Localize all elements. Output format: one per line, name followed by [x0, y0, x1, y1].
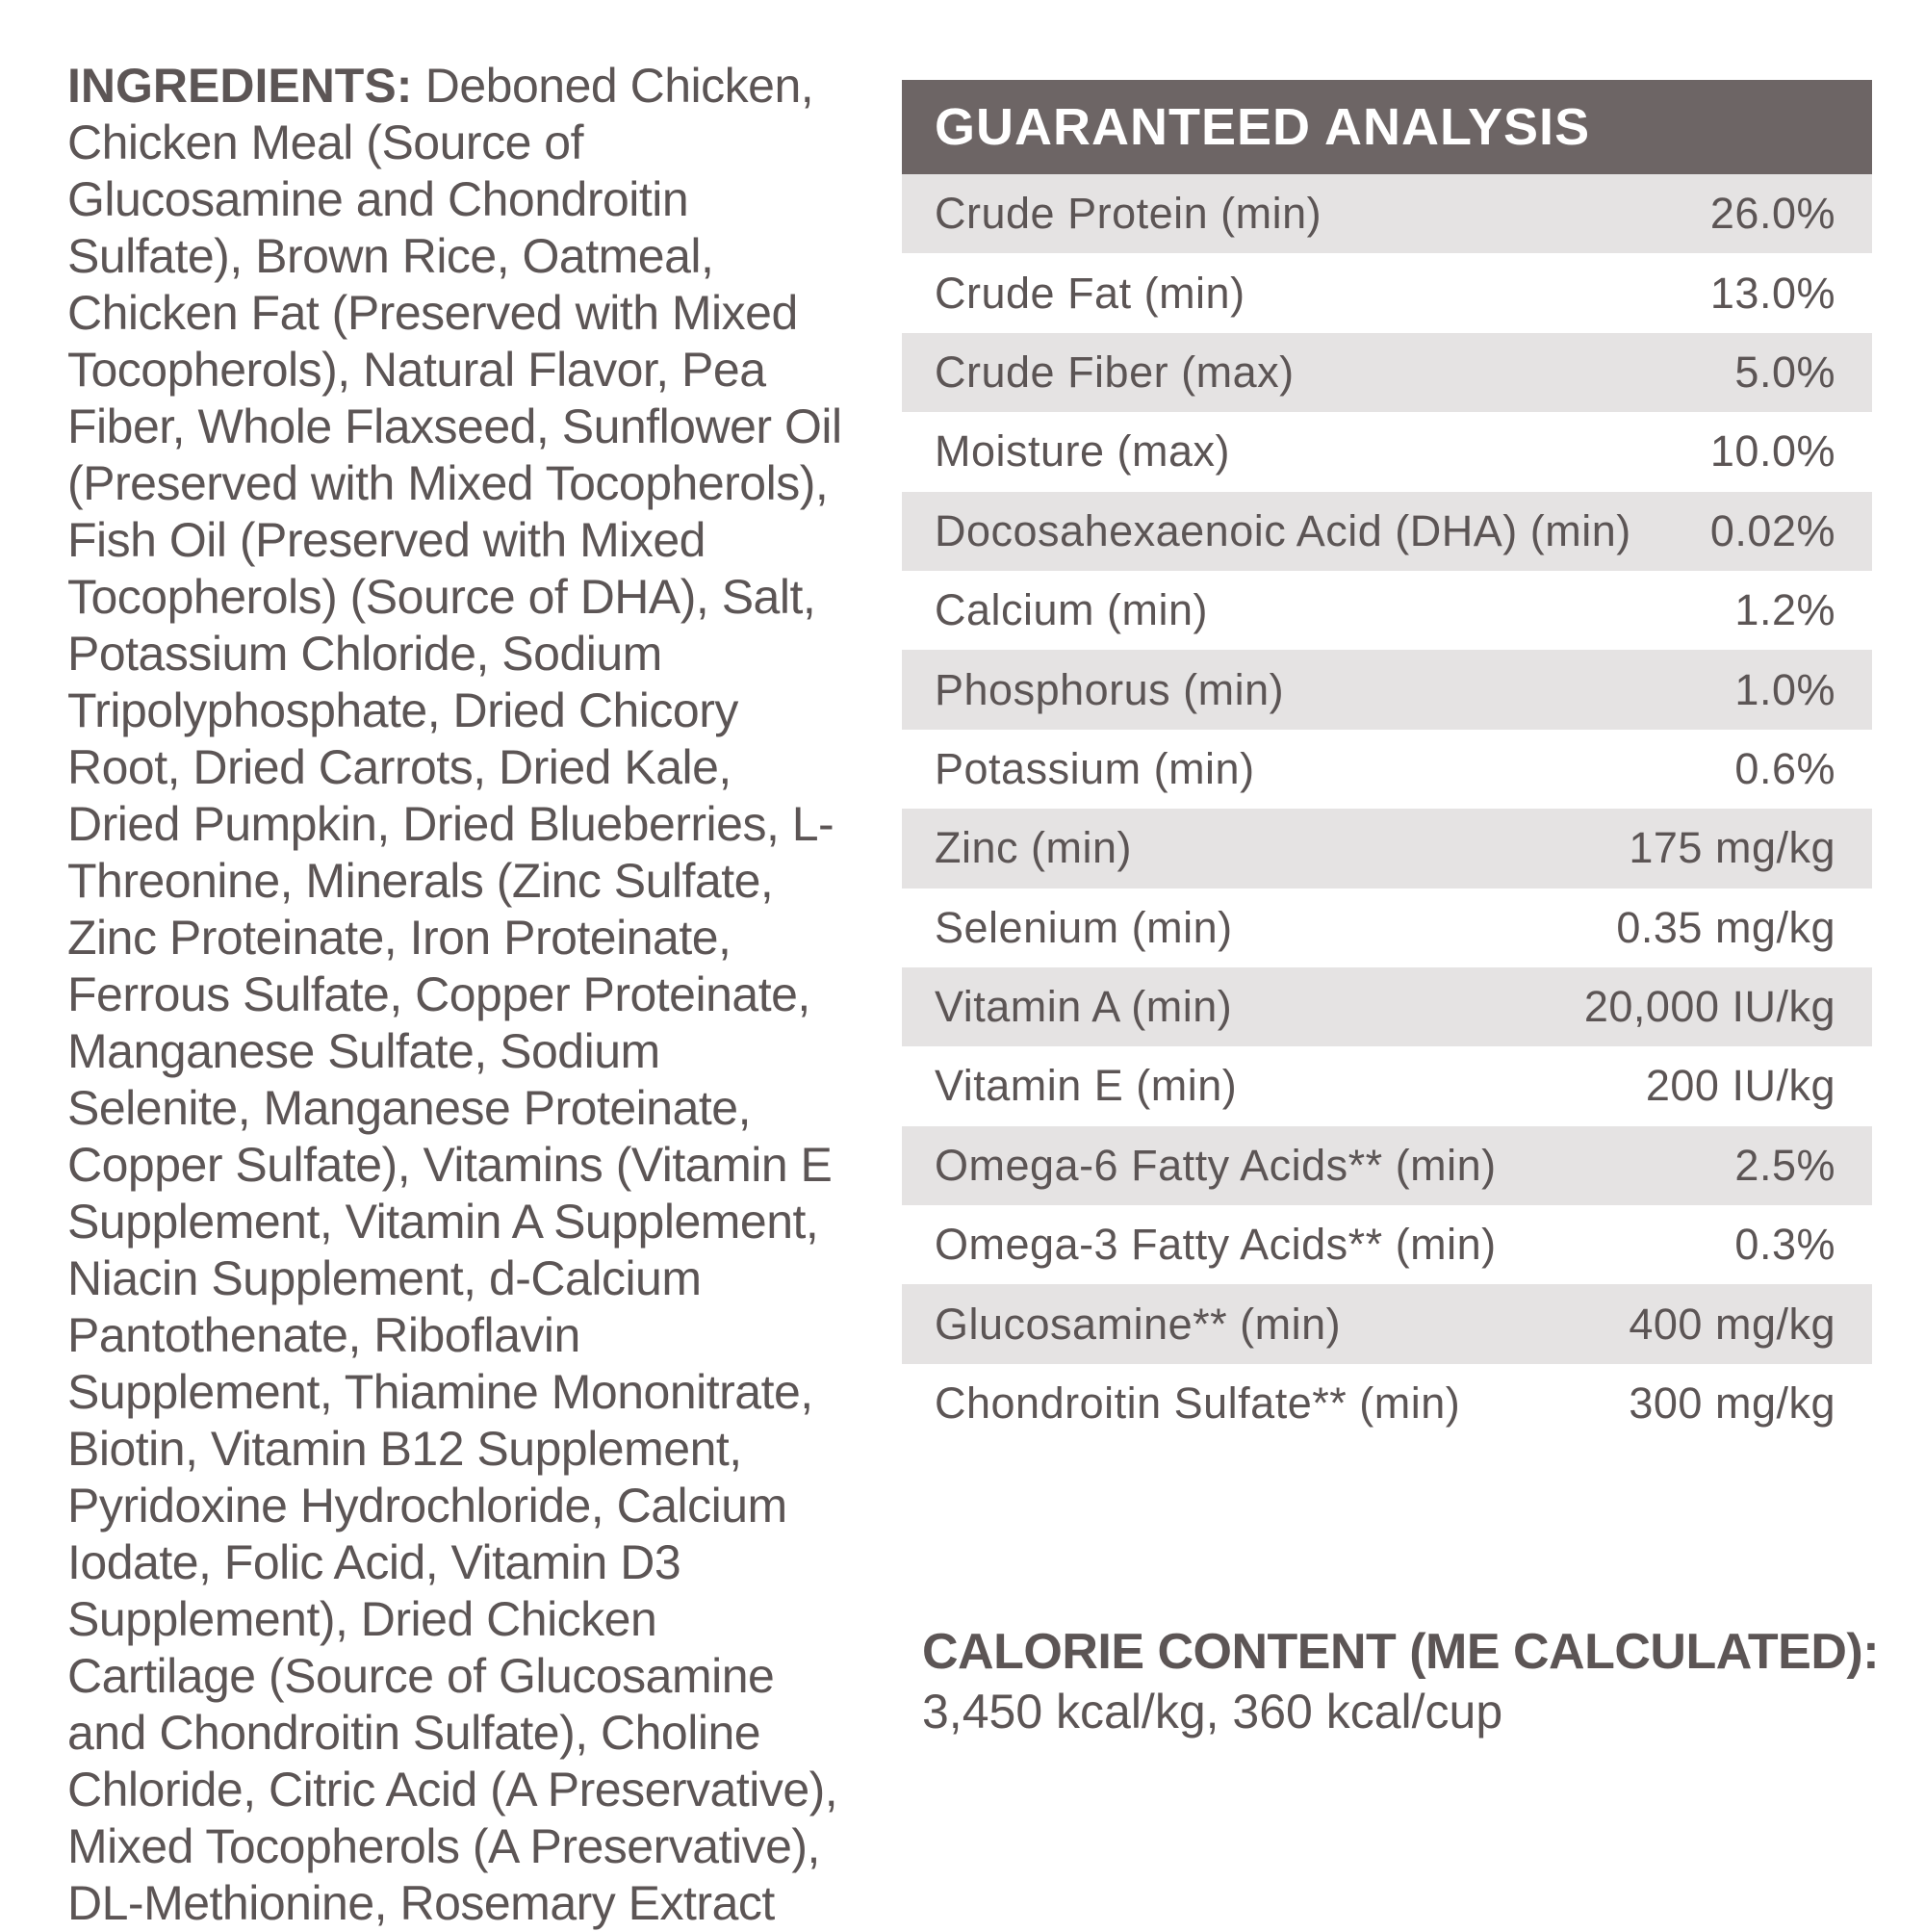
- nutrient-name: Omega-3 Fatty Acids** (min): [935, 1220, 1497, 1270]
- ingredients-section: [67, 58, 847, 1932]
- table-row: [902, 1284, 1872, 1363]
- nutrient-value: 13.0%: [1709, 268, 1835, 318]
- table-row: [902, 1205, 1872, 1284]
- table-row: [902, 1126, 1872, 1205]
- nutrient-value: 26.0%: [1709, 189, 1835, 239]
- nutrient-name: Potassium (min): [935, 743, 1255, 793]
- calorie-content-title: CALORIE CONTENT (ME CALCULATED):: [922, 1624, 1880, 1680]
- nutrient-name: Vitamin A (min): [935, 982, 1233, 1032]
- nutrient-value: 400 mg/kg: [1629, 1299, 1835, 1349]
- calorie-content-value: 3,450 kcal/kg, 360 kcal/cup: [922, 1685, 1503, 1739]
- nutrient-value: 5.0%: [1734, 347, 1835, 397]
- table-row: [902, 650, 1872, 729]
- nutrient-value: 0.35 mg/kg: [1616, 902, 1835, 952]
- nutrient-value: 200 IU/kg: [1645, 1061, 1835, 1111]
- guaranteed-analysis-title: GUARANTEED ANALYSIS: [902, 80, 1872, 174]
- table-row: [902, 174, 1872, 253]
- table-row: [902, 333, 1872, 412]
- nutrient-name: Zinc (min): [935, 823, 1132, 873]
- nutrient-name: Moisture (max): [935, 426, 1231, 477]
- table-row: [902, 492, 1872, 571]
- nutrient-name: Phosphorus (min): [935, 664, 1285, 714]
- table-row: [902, 889, 1872, 967]
- nutrient-value: 0.02%: [1709, 505, 1835, 555]
- guaranteed-analysis-table: [902, 80, 1872, 1443]
- nutrient-value: 0.3%: [1734, 1220, 1835, 1270]
- nutrient-name: Docosahexaenoic Acid (DHA) (min): [935, 505, 1631, 555]
- nutrient-name: Crude Protein (min): [935, 189, 1322, 239]
- ingredients-text: Deboned Chicken, Chicken Meal (Source of Glucosamine and Chondroitin Sulfate), Brown Rice, Oatmeal, Chicken Fat (Preserved with Mixed Tocopherols), Natural Flavor, Pea Fiber, Whole Flaxseed, Sunflower Oil (Preserved with Mixed Tocopherols), Fish Oil (Preserved with Mixed Tocopherols) (Source of DHA), Salt, Potassium Chloride, Sodium Tripolyphosphate, Dried Chicory Root, Dried Carrots, Dried Kale, Dried Pumpkin, Dried Blueberries, L-Threonine, Minerals (Zinc Sulfate, Zinc Proteinate, Iron Proteinate, Ferrous Sulfate, Copper Proteinate, Manganese Sulfate, Sodium Selenite, Manganese Proteinate, Copper Sulfate), Vitamins (Vitamin E Supplement, Vitamin A Supplement, Niacin Supplement, d-Calcium Pantothenate, Riboflavin Supplement, Thiamine Mononitrate, Biotin, Vitamin B12 Supplement, Pyridoxine Hydrochloride, Calcium Iodate, Folic Acid, Vitamin D3 Supplement), Dried Chicken Cartilage (Source of Glucosamine and Chondroitin Sulfate), Choline Chloride, Citric Acid (A Preservative), Mixed Tocopherols (A Preservative), DL-Methionine, Rosemary Extract: [67, 59, 842, 1930]
- nutrient-name: Chondroitin Sulfate** (min): [935, 1378, 1461, 1429]
- nutrient-value: 1.2%: [1734, 585, 1835, 635]
- nutrient-name: Omega-6 Fatty Acids** (min): [935, 1140, 1497, 1190]
- calorie-content-section: [922, 1622, 1923, 1741]
- ingredients-label: INGREDIENTS:: [67, 59, 413, 113]
- nutrient-value: 1.0%: [1734, 664, 1835, 714]
- table-row: [902, 1364, 1872, 1443]
- table-row: [902, 571, 1872, 650]
- nutrient-name: Selenium (min): [935, 902, 1233, 952]
- nutrient-value: 0.6%: [1734, 743, 1835, 793]
- nutrient-value: 20,000 IU/kg: [1583, 982, 1835, 1032]
- nutrient-value: 2.5%: [1734, 1140, 1835, 1190]
- nutrient-name: Crude Fat (min): [935, 268, 1245, 318]
- nutrient-value: 175 mg/kg: [1629, 823, 1835, 873]
- nutrient-name: Crude Fiber (max): [935, 347, 1295, 397]
- nutrient-name: Calcium (min): [935, 585, 1209, 635]
- nutrient-name: Vitamin E (min): [935, 1061, 1238, 1111]
- nutrient-value: 10.0%: [1709, 426, 1835, 477]
- table-row: [902, 809, 1872, 888]
- nutrient-name: Glucosamine** (min): [935, 1299, 1342, 1349]
- table-row: [902, 967, 1872, 1046]
- table-row: [902, 253, 1872, 332]
- table-row: [902, 730, 1872, 809]
- table-row: [902, 1046, 1872, 1125]
- nutrient-value: 300 mg/kg: [1629, 1378, 1835, 1429]
- table-row: [902, 412, 1872, 491]
